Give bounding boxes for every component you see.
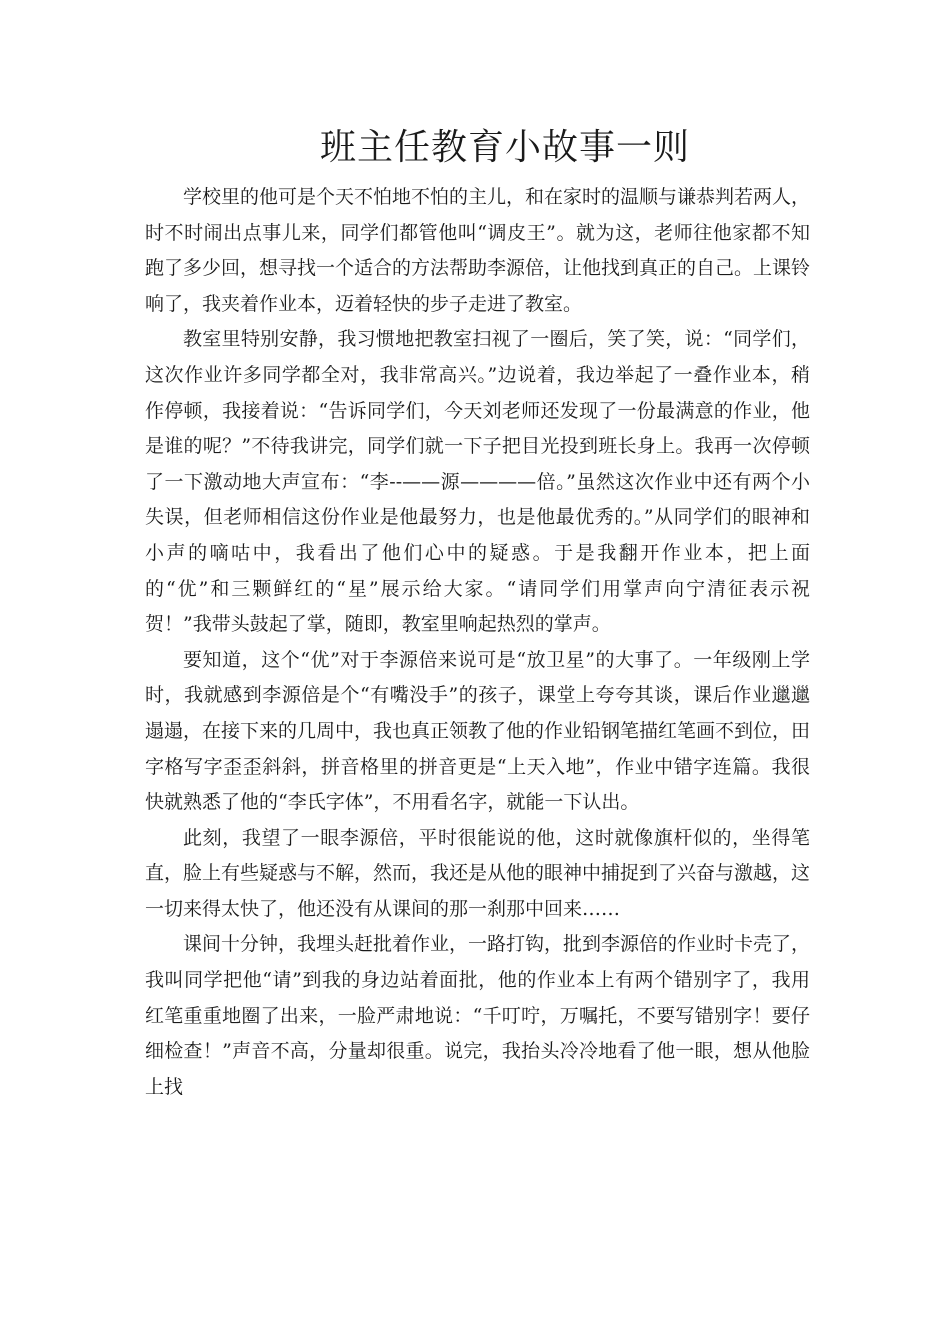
paragraph-3: 要知道，这个“优”对于李源倍来说可是“放卫星”的大事了。一年级刚上学时，我就感到李源倍是个“有嘴没手”的孩子，课堂上夸夸其谈，课后作业邋邋遢遢，在接下来的几周中，我也真正领教了他的作业铅钢笔描红笔画不到位，田字格写字歪歪斜斜，拼音格里的拼音更是“上天入地”，作业中错字连篇。我很快就熟悉了他的“李氏字体”，不用看名字，就能一下认出。 [145,648,811,814]
document-body [145,180,810,1105]
paragraph-5: 课间十分钟，我埋头赶批着作业，一路打钩，批到李源倍的作业时卡壳了，我叫同学把他“请”到我的身边站着面批，他的作业本上有两个错别字了，我用红笔重重地圈了出来，一脸严肃地说：“千叮咛，万嘱托，不要写错别字！要仔细检查！”声音不高，分量却很重。说完，我抬头冷冷地看了他一眼，想从他脸上找 [145,933,811,1098]
paragraph-2: 教室里特别安静，我习惯地把教室扫视了一圈后，笑了笑，说：“同学们，这次作业许多同学都全对，我非常高兴。”边说着，我边举起了一叠作业本，稍作停顿，我接着说：“告诉同学们，今天刘老师还发现了一份最满意的作业，他是谁的呢？”不待我讲完，同学们就一下子把目光投到班长身上。我再一次停顿了一下激动地大声宣布：“李--——源————倍。”虽然这次作业中还有两个小失误，但老师相信这份作业是他最努力，也是他最优秀的。”从同学们的眼神和小声的嘀咕中，我看出了他们心中的疑惑。于是我翻开作业本，把上面的“优”和三颗鲜红的“星”展示给大家。“请同学们用掌声向宁清征表示祝贺！”我带头鼓起了掌，随即，教室里响起热烈的掌声。 [145,328,810,636]
paragraph-1: 学校里的他可是个天不怕地不怕的主儿，和在家时的温顺与谦恭判若两人，时不时闹出点事儿来，同学们都管他叫“调皮王”。就为这，老师往他家都不知跑了多少回，想寻找一个适合的方法帮助李源倍，让他找到真正的自己。上课铃响了，我夹着作业本，迈着轻快的步子走进了教室。 [145,186,811,315]
paragraph-4: 此刻，我望了一眼李源倍，平时很能说的他，这时就像旗杆似的，坐得笔直，脸上有些疑惑与不解，然而，我还是从他的眼神中捕捉到了兴奋与激越，这一切来得太快了，他还没有从课间的那一刹那中回来…… [145,826,811,920]
document-title: 班主任教育小故事一则 [319,127,690,168]
